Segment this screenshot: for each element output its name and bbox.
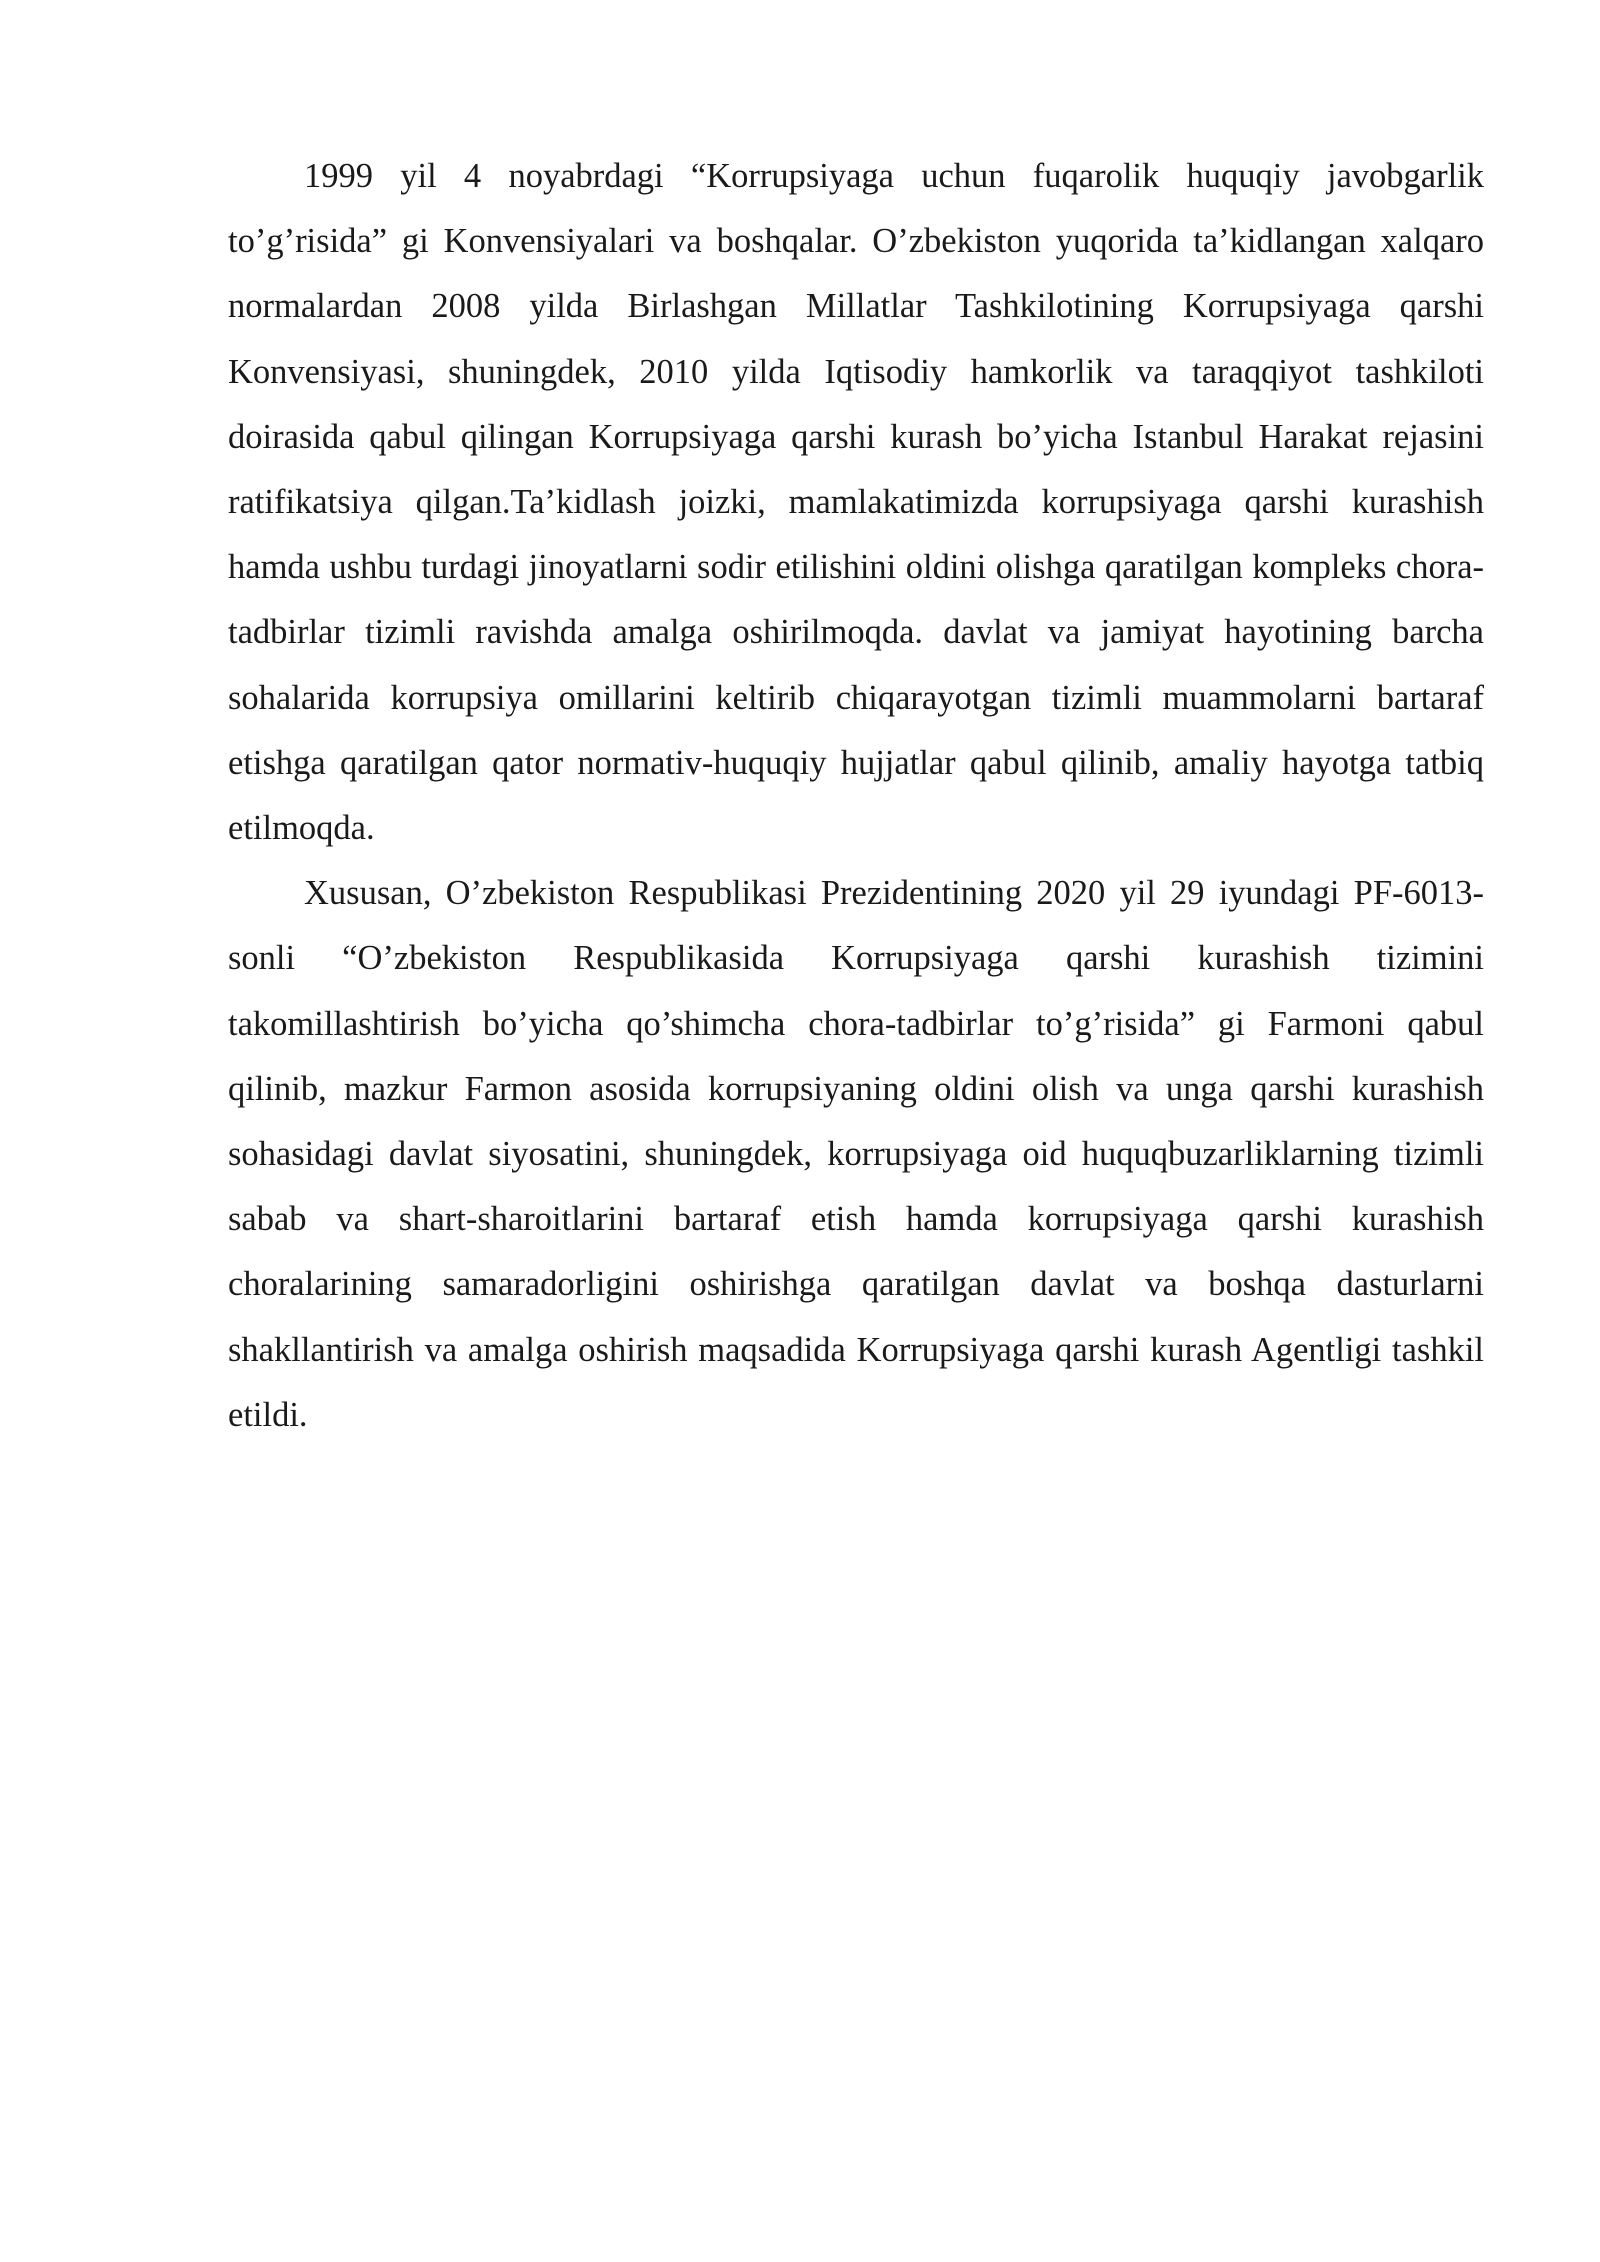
- paragraph-1: 1999 yil 4 noyabrdagi “Korrupsiyaga uchun fuqarolik huquqiy javobgarlik to’g’risida” gi Konvensiyalari va boshqalar. O’zbekiston yuqorida ta’kidlangan xalqaro normalardan 2008 yilda Birlashgan Millatlar Tashkilotining Korrupsiyaga qarshi Konvensiyasi, shuningdek, 2010 yilda Iqtisodiy hamkorlik va taraqqiyot tashkiloti doirasida qabul qilingan Korrupsiyaga qarshi kurash bo’yicha Istanbul Harakat rejasini ratifikatsiya qilgan.Ta’kidlash joizki, mamlakatimizda korrupsiyaga qarshi kurashish hamda ushbu turdagi jinoyatlarni sodir etilishini oldini olishga qaratilgan kompleks chora-tadbirlar tizimli ravishda amalga oshirilmoqda. davlat va jamiyat hayotining barcha sohalarida korrupsiya omillarini keltirib chiqarayotgan tizimli muammolarni bartaraf etishga qaratilgan qator normativ-huquqiy hujjatlar qabul qilinib, amaliy hayotga tatbiq etilmoqda.: [228, 157, 1484, 848]
- body-text: [228, 144, 1484, 1448]
- paragraph-2: Xususan, O’zbekiston Respublikasi Prezidentining 2020 yil 29 iyundagi PF-6013-sonli “O’zbekiston Respublikasida Korrupsiyaga qarshi kurashish tizimini takomillashtirish bo’yicha qo’shimcha chora-tadbirlar to’g’risida” gi Farmoni qabul qilinib, mazkur Farmon asosida korrupsiyaning oldini olish va unga qarshi kurashish sohasidagi davlat siyosatini, shuningdek, korrupsiyaga oid huquqbuzarliklarning tizimli sabab va shart-sharoitlarini bartaraf etish hamda korrupsiyaga qarshi kurashish choralarining samaradorligini oshirishga qaratilgan davlat va boshqa dasturlarni shakllantirish va amalga oshirish maqsadida Korrupsiyaga qarshi kurash Agentligi tashkil etildi.: [228, 874, 1484, 1434]
